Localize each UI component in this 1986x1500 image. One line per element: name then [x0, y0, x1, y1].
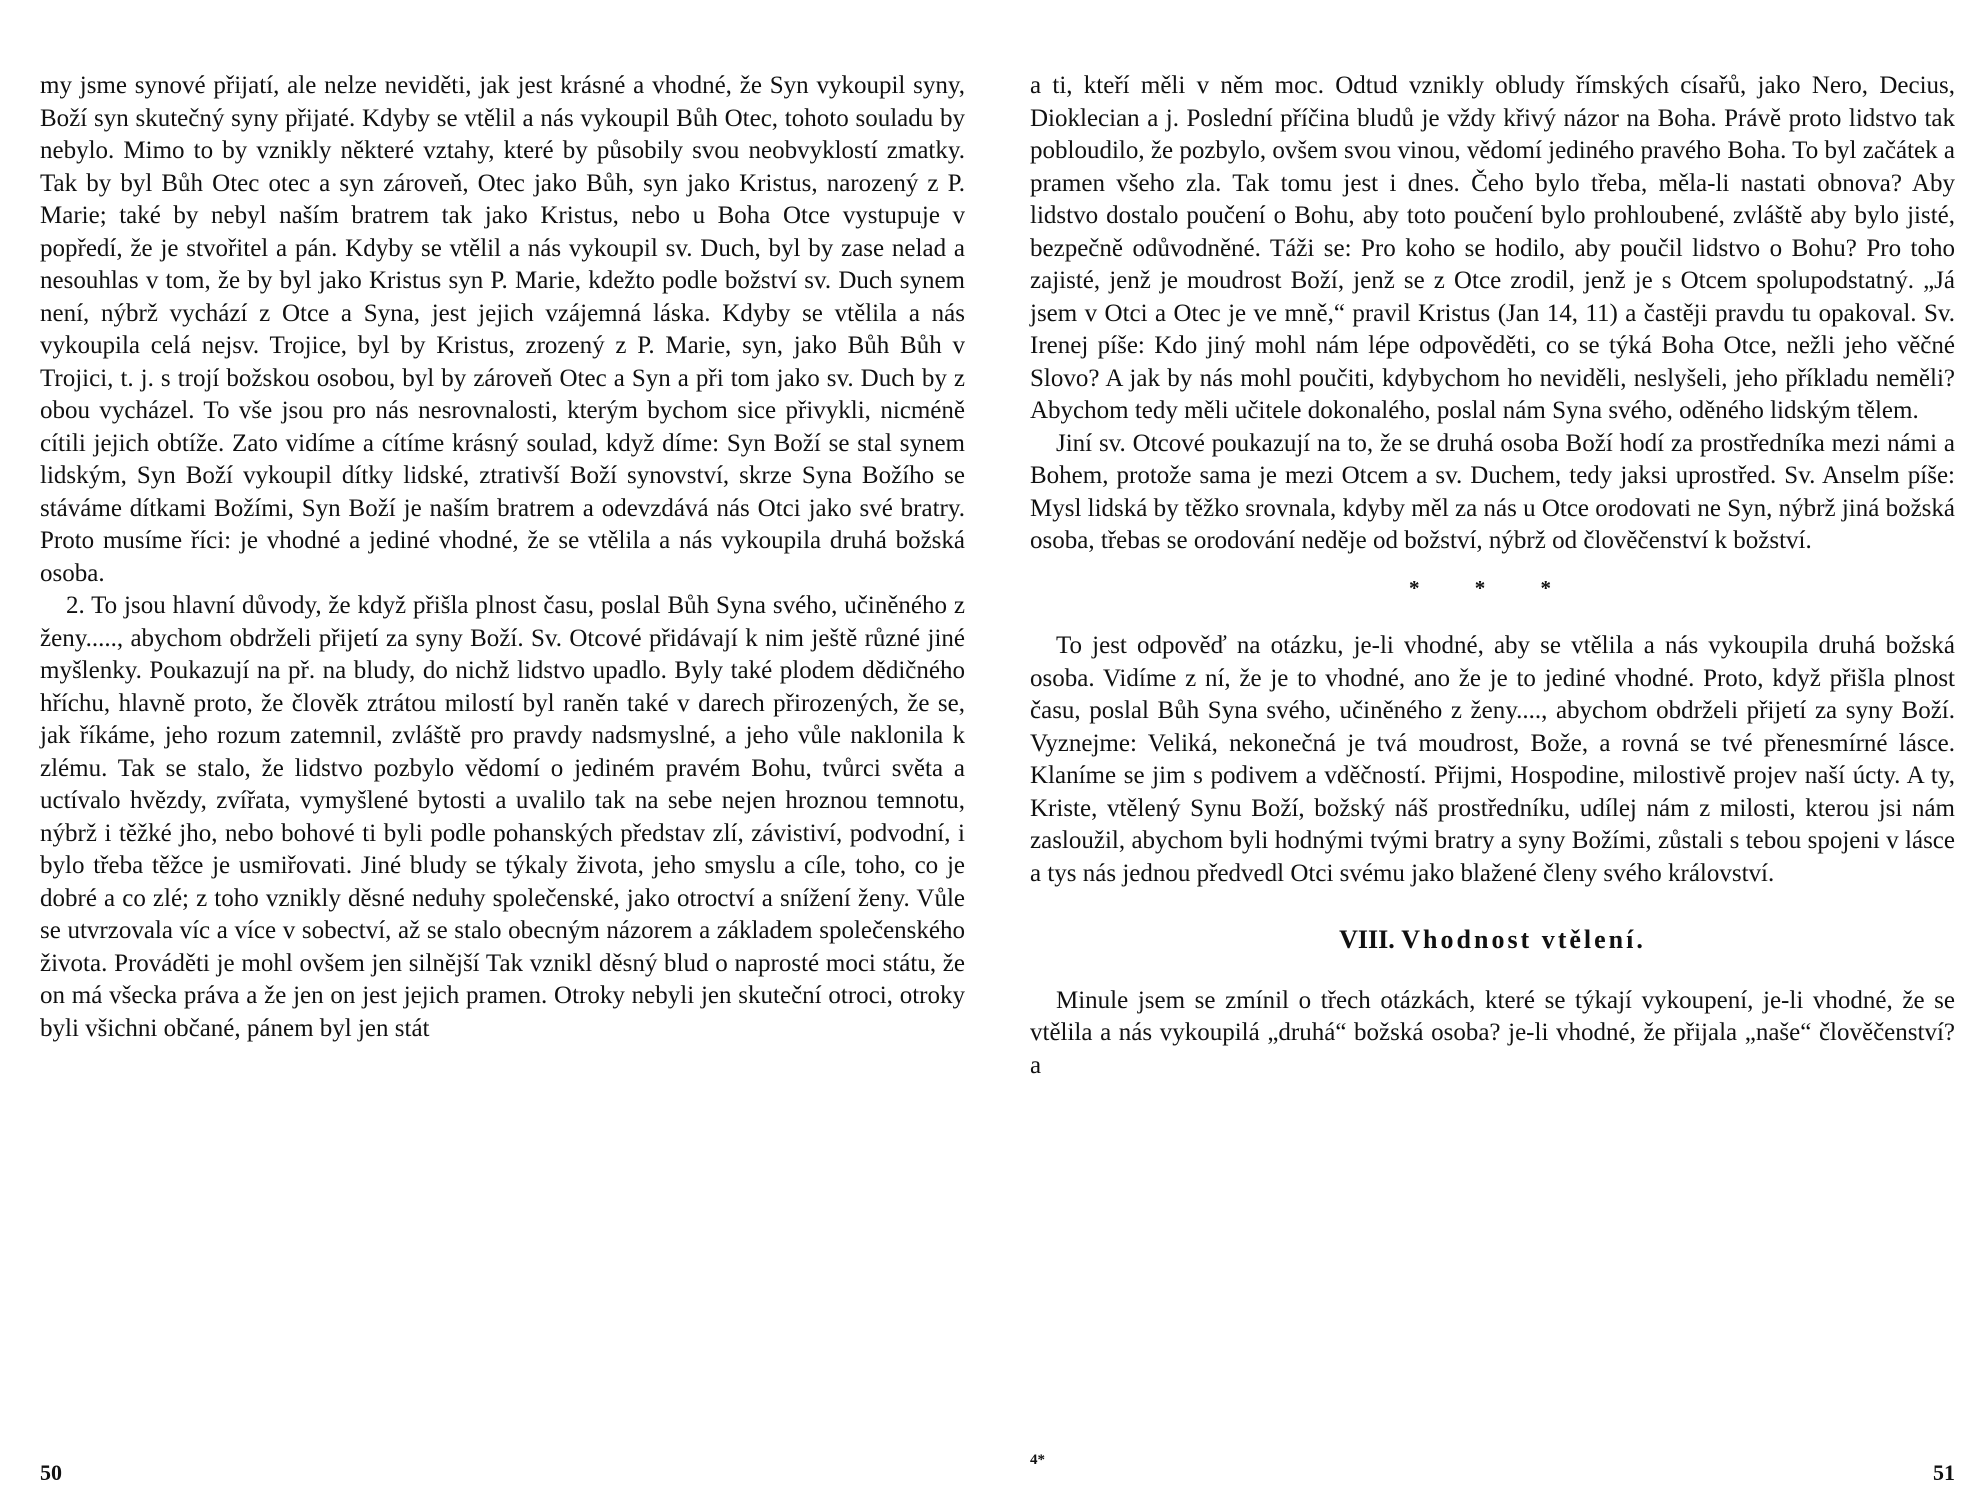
right-paragraph-1: a ti, kteří měli v něm moc. Odtud vznikly obludy římských císařů, jako Nero, Decius, Dioklecian a j. Poslední příčina bludů je vždy křivý názor na Boha. Právě proto lidstvo tak pobloudilo, že pozbylo, ovšem svou vinou, vědomí jediného pravého Boha. To byl začátek a pramen všeho zla. Tak tomu jest i dnes. Čeho bylo třeba, měla-li nastati obnova? Aby lidstvo dostalo poučení o Bohu, aby toto poučení bylo prohloubené, zvláště aby bylo jisté, bezpečně odůvodněné. Táži se: Pro koho se hodilo, aby poučil lidstvo o Bohu? Pro toho zajisté, jenž je moudrost Boží, jenž se z Otce zrodil, jenž je s Otcem spolupodstatný. „Já jsem v Otci a Otec je ve mně,“ pravil Kristus (Jan 14, 11) a častěji pravdu tu opakoval. Sv. Irenej píše: Kdo jiný mohl nám lépe odpověděti, co se týká Boha Otce, nežli jeho věčné Slovo? A jak by nás mohl poučiti, kdybychom ho neviděli, neslyšeli, jeho příkladu neměli? Abychom tedy měli učitele dokonalého, poslal nám Syna svého, oděného lidským tělem. — [1030, 72, 1955, 424]
page-number-right: 51 — [1933, 1460, 1955, 1485]
right-paragraph-2: Jiní sv. Otcové poukazují na to, že se druhá osoba Boží hodí za prostředníka mezi námi a Bohem, protože sama je mezi Otcem a sv. Duchem, tedy jaksi uprostřed. Sv. Anselm píše: Mysl lidská by těžko srovnala, kdyby měl za nás u Otce orodovati ne Syn, nýbrž jiná božská osoba, třebas se orodování neděje od božství, nýbrž od člověčenství k božství. — [1030, 429, 1955, 554]
left-page — [40, 70, 965, 1485]
right-page — [1030, 70, 1955, 1485]
chapter-title: Vhodnost vtělení. — [1401, 925, 1646, 954]
chapter-numeral: VIII. — [1339, 925, 1395, 954]
chapter-heading — [1030, 924, 1955, 957]
left-paragraph-2: 2. To jsou hlavní důvody, že když přišla plnost času, poslal Bůh Syna svého, učiněného z ženy....., abychom obdrželi přijetí za syny Boží. Sv. Otcové přidávají k nim ještě různé jiné myšlenky. Poukazují na př. na bludy, do nichž lidstvo upadlo. Byly také plodem dědičného hříchu, hlavně proto, že člověk ztrátou milostí byl raněn také v darech přirozených, že se, jak říkáme, jeho rozum zatemnil, zvláště pro pravdy nadsmyslné, a jeho vůle naklonila k zlému. Tak se stalo, že lidstvo pozbylo vědomí o jediném pravém Bohu, tvůrci světa a uctívalo hvězdy, zvířata, vymyšlené bytosti a uvalilo tak na sebe nejen hroznou temnotu, nýbrž i těžké jho, nebo bohové ti byli podle pohanských představ zlí, závistiví, podvodní, i bylo třeba těžce je usmiřovati. Jiné bludy se týkaly života, jeho smyslu a cíle, toho, co je dobré a co zlé; z toho vznikly děsné neduhy společenské, jako otroctví a snížení ženy. Vůle se utvrzovala víc a více v sobectví, až se stalo obecným názorem a základem společenského života. Prováděti je mohl ovšem jen silnější Tak vznikl děsný blud o naprosté moci státu, že on má všecka práva a že jen on jest jejich pramen. Otroky nebyli jen skuteční otroci, otroky byli všichni občané, pánem byl jen stát — [40, 592, 965, 1042]
right-paragraph-3: To jest odpověď na otázku, je-li vhodné, aby se vtělila a nás vykoupila druhá božská osoba. Vidíme z ní, že je to vhodné, ano že je to jediné vhodné. Proto, když přišla plnost času, poslal Bůh Syna svého, učiněného z ženy...., abychom obdrželi přijetí za syny Boží. Vyznejme: Veliká, nekonečná je tvá moudrost, Bože, a rovná se tvé přenesmírné lásce. Klaníme se jim s podivem a vděčností. Přijmi, Hospodine, milostivě projev naší úcty. A ty, Kriste, vtělený Synu Boží, božský náš prostředníku, udílej nám z milosti, kterou jsi nám zasloužil, abychom byli hodnými tvými bratry a syny Božími, zůstali s tebou spojeni v lásce a tys nás jednou předvedl Otci svému jako blažené členy svého království. — [1030, 632, 1955, 887]
right-page-text — [1030, 70, 1955, 1082]
left-paragraph-1: my jsme synové přijatí, ale nelze neviděti, jak jest krásné a vhodné, že Syn vykoupil syny, Boží syn skutečný syny přijaté. Kdyby se vtělil a nás vykoupil Bůh Otec, tohoto souladu by nebylo. Mimo to by vznikly některé vztahy, které by působily svou neobvyklostí zmatky. Tak by byl Bůh Otec otec a syn zároveň, Otec jako Bůh, syn jako Kristus, narozený z P. Marie; také by nebyl naším bratrem tak jako Kristus, nebo u Boha Otce vystupuje v popředí, že je stvořitel a pán. Kdyby se vtělil a nás vykoupil sv. Duch, byl by zase nelad a nesouhlas v tom, že by byl jako Kristus syn P. Marie, kdežto podle božství sv. Duch synem není, nýbrž vychází z Otce a Syna, jest jejich vzájemná láska. Kdyby se vtělila a nás vykoupila celá nejsv. Trojice, byl by Kristus, zrozený z P. Marie, syn, jako Bůh Bůh v Trojici, t. j. s trojí božskou osobou, byl by zároveň Otec a Syn a při tom jako sv. Duch by z obou vycházel. To vše jsou pro nás nesrovnalosti, kterým bychom sice přivykli, nicméně cítili jejich obtíže. Zato vidíme a cítíme krásný soulad, když díme: Syn Boží se stal synem lidským, Syn Boží vykoupil dítky lidské, ztrativší Boží synovství, skrze Syna Božího se stáváme dítkami Božími, Syn Boží je naším bratrem a odevzdává nás Otci jako své bratry. Proto musíme říci: je vhodné a jediné vhodné, že se vtělila a nás vykoupila druhá božská osoba. — [40, 72, 965, 587]
page-number-left: 50 — [40, 1460, 62, 1485]
left-page-text — [40, 70, 965, 1045]
signature-mark: 4* — [1030, 1452, 1045, 1468]
section-asterism: * * * — [1409, 575, 1576, 600]
right-paragraph-4: Minule jsem se zmínil o třech otázkách, které se týkají vykoupení, je-li vhodné, že se vtělila a nás vykoupilá „druhá“ božská osoba? je-li vhodné, že přijala „naše“ člověčenství? a — [1030, 986, 1955, 1079]
